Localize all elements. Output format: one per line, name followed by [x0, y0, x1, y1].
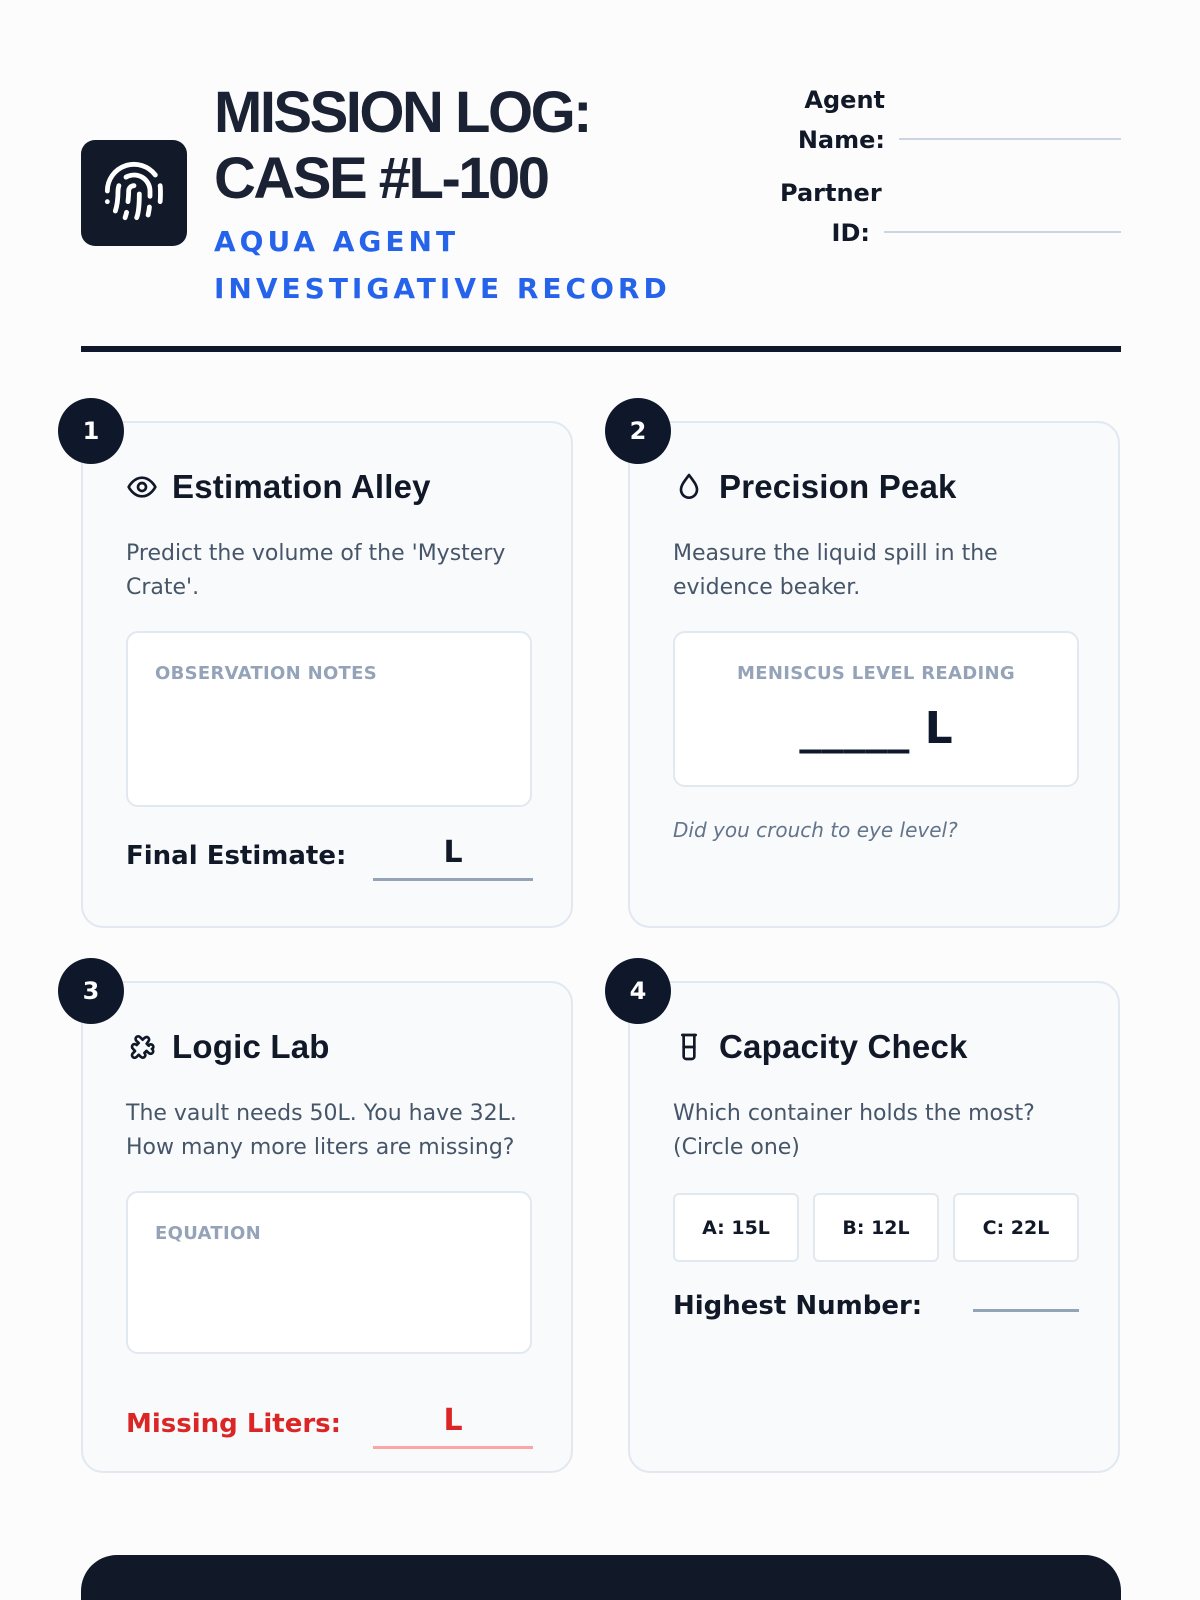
- missing-liters-label: Missing Liters:: [126, 1409, 342, 1439]
- option-a[interactable]: A: 15L: [673, 1193, 799, 1262]
- step-badge: 3: [58, 958, 124, 1024]
- agent-name-line[interactable]: [899, 138, 1121, 140]
- card-description: Measure the liquid spill in the evidence beaker.: [673, 541, 998, 600]
- card-title: Estimation Alley: [172, 468, 431, 505]
- card-header: [124, 1028, 330, 1066]
- card-header: [671, 468, 957, 506]
- card-description: Which container holds the most? (Circle one): [673, 1101, 1035, 1160]
- partner-id-label: [780, 173, 882, 253]
- final-estimate-label: Final Estimate:: [126, 841, 347, 871]
- step-badge: 4: [605, 958, 671, 1024]
- partner-id-label-line-1: Partner: [780, 179, 882, 207]
- card-header: [671, 1028, 968, 1066]
- title-line-1: MISSION LOG:: [214, 80, 590, 145]
- header-divider: [81, 346, 1121, 352]
- highest-number-row: [673, 1291, 1079, 1341]
- partner-id-label-line-2: ID:: [831, 219, 870, 247]
- meniscus-reading-label: MENISCUS LEVEL READING: [737, 663, 1015, 684]
- partner-id-field[interactable]: [780, 173, 1121, 253]
- logo: [81, 140, 187, 246]
- card-capacity-check: [628, 977, 1120, 1473]
- card-description: Predict the volume of the 'Mystery Crate'.: [126, 541, 506, 600]
- equation-box[interactable]: [126, 1191, 532, 1354]
- container-options: [673, 1193, 1079, 1262]
- card-logic-lab: [81, 977, 573, 1473]
- option-b[interactable]: B: 12L: [813, 1193, 939, 1262]
- droplet-icon: [671, 469, 707, 505]
- card-title: Capacity Check: [719, 1028, 968, 1065]
- title-line-2: CASE #L-100: [214, 146, 548, 211]
- final-estimate-input[interactable]: L: [373, 833, 533, 881]
- card-precision-peak: [628, 417, 1120, 928]
- fingerprint-icon: [102, 159, 166, 227]
- observation-notes-label: OBSERVATION NOTES: [155, 663, 377, 684]
- missing-liters-input[interactable]: L: [373, 1401, 533, 1449]
- eye-icon: [124, 469, 160, 505]
- agent-name-label-line-2: Name:: [797, 126, 885, 154]
- card-header: [124, 468, 431, 506]
- header: [81, 80, 1121, 350]
- highest-number-label: Highest Number:: [673, 1291, 923, 1321]
- highest-number-input[interactable]: [973, 1309, 1079, 1312]
- missing-liters-row: [126, 1401, 532, 1451]
- agent-name-label-line-1: Agent: [804, 86, 885, 114]
- card-estimation-alley: [81, 417, 573, 928]
- container-icon: [671, 1029, 707, 1065]
- page-title: [214, 80, 734, 212]
- card-description: The vault needs 50L. You have 32L. How many more liters are missing?: [126, 1101, 517, 1160]
- final-estimate-row: [126, 833, 532, 883]
- footer-bar: [81, 1555, 1121, 1600]
- meniscus-reading-value[interactable]: _____ L: [799, 703, 953, 754]
- agent-name-label: [780, 80, 885, 160]
- step-badge: 1: [58, 398, 124, 464]
- step-badge: 2: [605, 398, 671, 464]
- card-title: Precision Peak: [719, 468, 957, 505]
- option-c[interactable]: C: 22L: [953, 1193, 1079, 1262]
- meniscus-reading-box[interactable]: [673, 631, 1079, 787]
- page-subtitle: AQUA AGENT INVESTIGATIVE RECORD: [214, 225, 671, 305]
- equation-label: EQUATION: [155, 1223, 261, 1244]
- puzzle-icon: [124, 1029, 160, 1065]
- card-title: Logic Lab: [172, 1028, 330, 1065]
- agent-name-field[interactable]: [780, 80, 1121, 160]
- observation-notes-box[interactable]: [126, 631, 532, 807]
- partner-id-line[interactable]: [884, 231, 1121, 233]
- card-hint: Did you crouch to eye level?: [673, 818, 958, 842]
- title-block: [214, 80, 734, 312]
